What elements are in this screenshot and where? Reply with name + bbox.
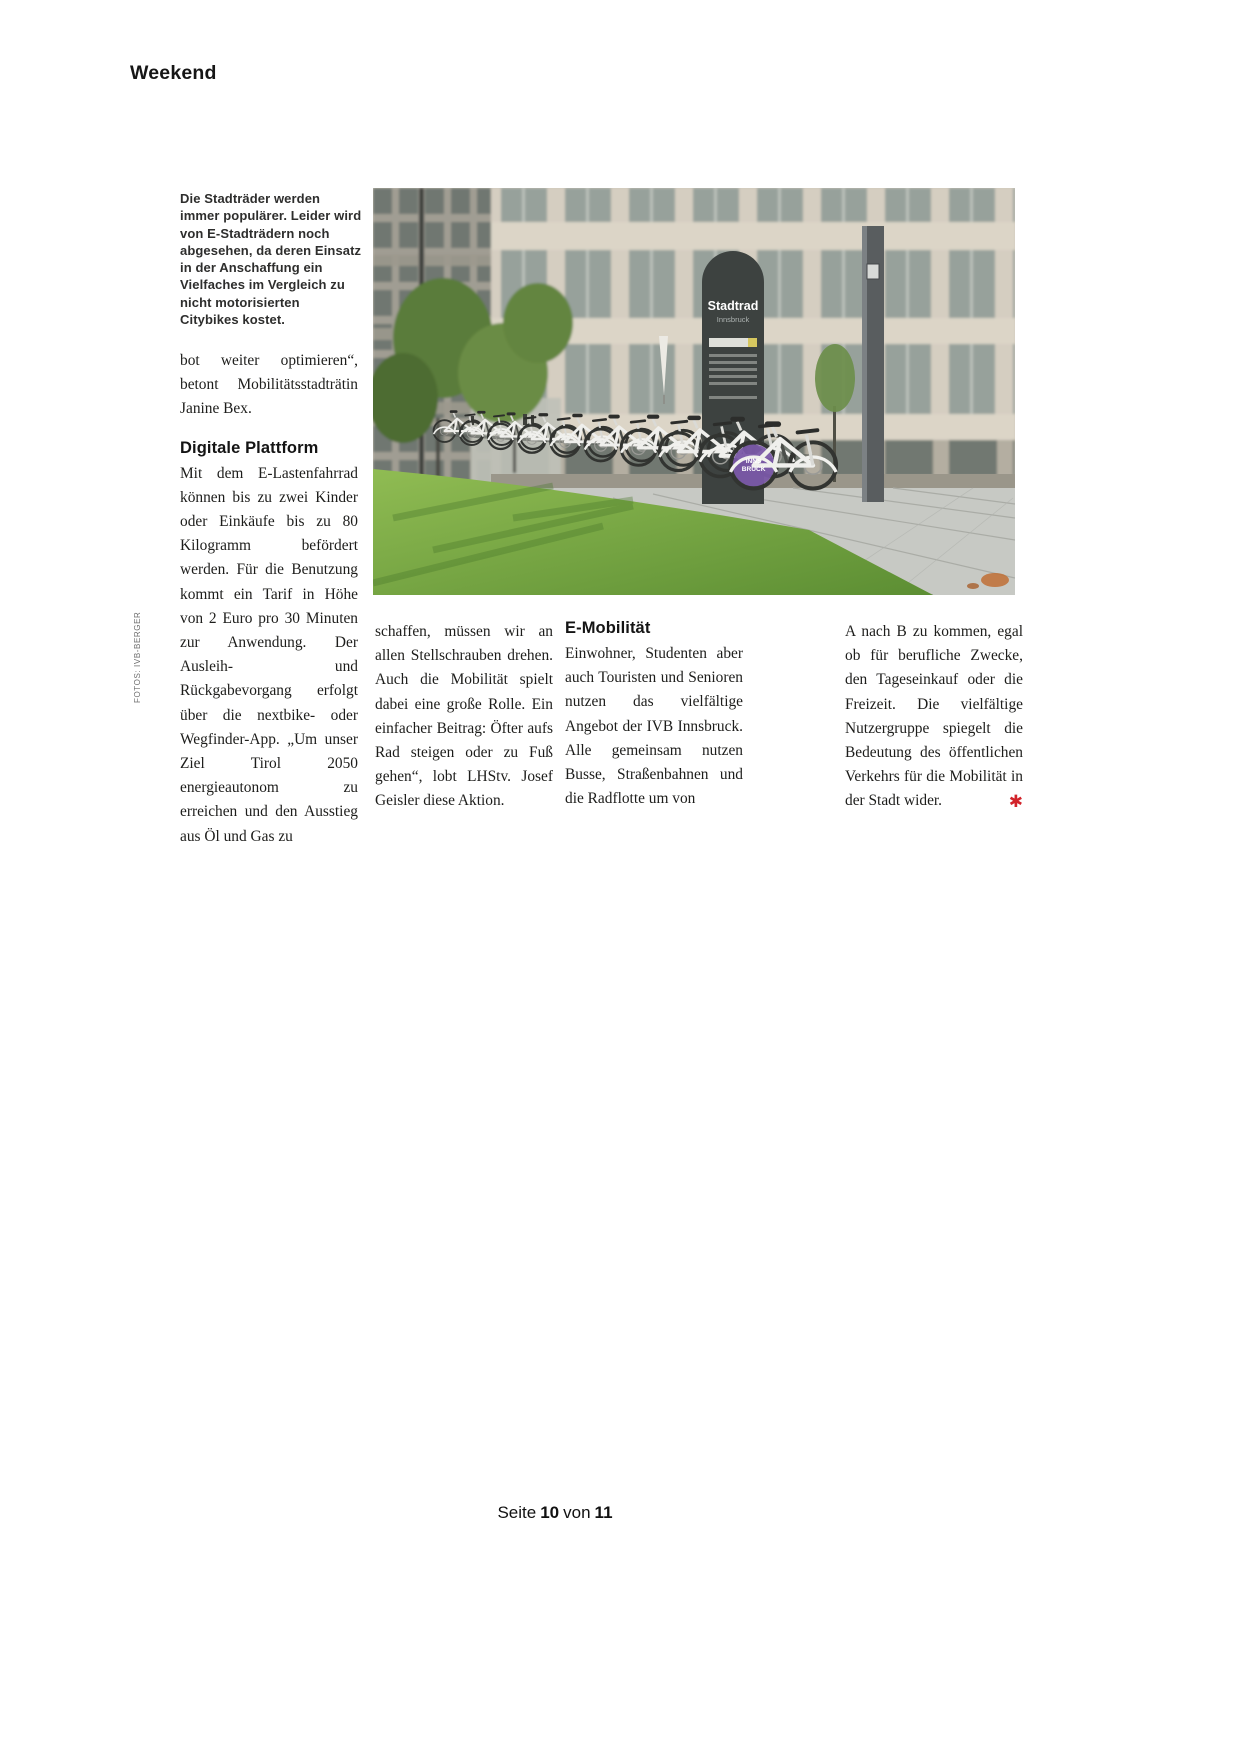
paragraph: bot weiter optimieren“, betont Mobilitätsstadträtin Janine Bex. bbox=[180, 352, 358, 418]
bike-brand-line1: INNS bbox=[745, 458, 762, 466]
section-label: Weekend bbox=[130, 62, 217, 84]
paragraph: Mit dem E-Lastenfahrrad können bis zu zwei Kinder oder Einkäufe bis zu 80 Kilogramm befördert werden. Für die Benutzung kommt ein Tarif in Höhe von 2 Euro pro 30 Minuten zur Anwendung. Der Ausleih- und Rückgabevorgang erfolgt über die nextbike- oder Wegfinder-App. „Um unser Ziel Tirol 2050 energieautonom zu erreichen und den Ausstieg aus Öl und Gas zu bbox=[180, 464, 358, 845]
street-pole bbox=[862, 226, 884, 502]
paragraph: Einwohner, Studenten aber auch Touristen und Senioren nutzen das vielfältige Angebot der IVB Innsbruck. Alle gemeinsam nutzen Busse, Straßenbahnen und die Radflotte um von bbox=[565, 645, 743, 808]
page-footer bbox=[0, 1503, 1110, 1523]
footer-label-von: von bbox=[563, 1503, 591, 1522]
photo-caption: Die Stadträder werden immer populärer. Leider wird von E-Stadträdern noch abgesehen, da deren Einsatz in der Anschaffung ein Vielfaches im Vergleich zu nicht motorisierten Citybikes kostet. bbox=[180, 191, 362, 328]
photo-illustration bbox=[373, 188, 1015, 595]
stadtrad-photo bbox=[373, 188, 1015, 595]
bike-brand-line2: BRUCK bbox=[741, 465, 766, 473]
sign-title: Stadtrad bbox=[707, 299, 759, 313]
leaf-debris bbox=[981, 573, 1009, 587]
photo-credit: FOTOS: IVB-BERGER bbox=[133, 611, 142, 703]
background-buildings bbox=[373, 188, 1015, 493]
footer-label-seite: Seite bbox=[497, 1503, 537, 1522]
footer-total-pages: 11 bbox=[594, 1503, 613, 1522]
footer-page-number: 10 bbox=[540, 1503, 560, 1522]
article-column-1 bbox=[180, 349, 358, 849]
paragraph: A nach B zu kommen, egal ob für berufliche Zwecke, den Tageseinkauf oder die Freizeit. Die vielfältige Nutzergruppe spiegelt die Bedeutung des öffentlichen Verkehrs für die Mobilität in der Stadt wider. bbox=[845, 623, 1023, 810]
subheading-digitale-plattform: Digitale Plattform bbox=[180, 438, 319, 457]
article-column-4 bbox=[845, 620, 1023, 814]
article-column-3 bbox=[565, 617, 743, 811]
article-end-star-icon: ✱ bbox=[1008, 791, 1023, 812]
sign-city: Innsbruck bbox=[716, 315, 750, 324]
subheading-e-mobilitaet: E-Mobilität bbox=[565, 619, 651, 637]
paragraph: schaffen, müssen wir an allen Stellschrauben drehen. Auch die Mobilität spielt dabei eine große Rolle. Ein einfacher Beitrag: Öfter aufs Rad steigen oder zu Fuß gehen“, lobt LHStv. Josef Geisler diese Aktion. bbox=[375, 623, 553, 810]
article-column-2 bbox=[375, 620, 553, 814]
